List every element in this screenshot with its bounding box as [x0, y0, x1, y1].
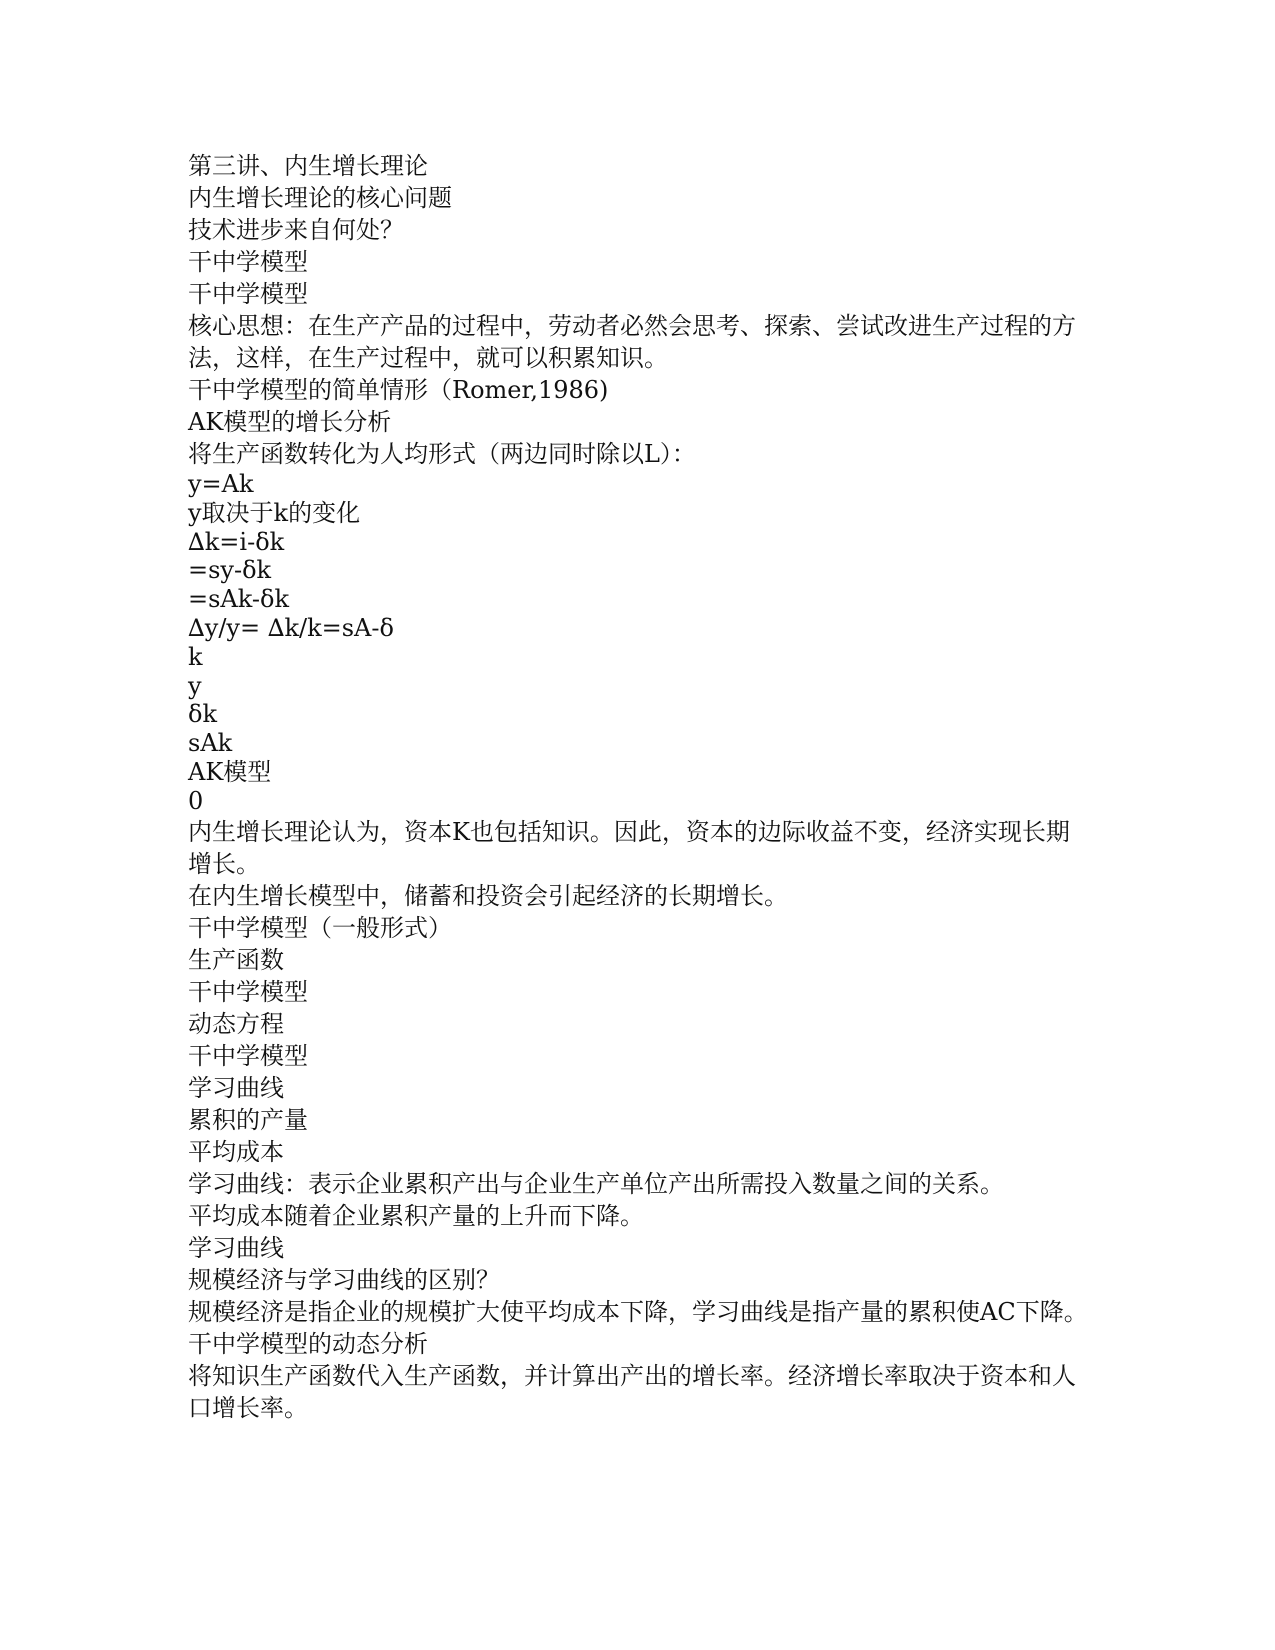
- section-heading: 内生增长理论的核心问题: [188, 184, 452, 212]
- section-heading: 干中学模型的简单情形（Romer,1986): [188, 376, 609, 404]
- question-line: 技术进步来自何处？: [188, 216, 404, 244]
- core-idea-paragraph: 核心思想：在生产产品的过程中，劳动者必然会思考、探索、尝试改进生产过程的方法，这样，在生产过程中，就可以积累知识。: [188, 312, 1076, 372]
- text-line: 平均成本: [188, 1137, 284, 1166]
- formula-line: =sy-δk: [188, 556, 272, 585]
- diagram-label: δk: [188, 700, 217, 729]
- text-line: 累积的产量: [188, 1105, 308, 1134]
- diagram-label: AK模型: [188, 757, 272, 786]
- diagram-label: y: [188, 671, 202, 700]
- section-heading: AK模型的增长分析: [188, 408, 392, 436]
- diagram-label: 0: [188, 786, 204, 815]
- text-paragraph: 内生增长理论认为，资本K也包括知识。因此，资本的边际收益不变，经济实现长期增长。: [188, 817, 1070, 878]
- text-line: 动态方程: [188, 1009, 284, 1038]
- section-heading: 学习曲线: [188, 1233, 284, 1262]
- diagram-label: k: [188, 642, 203, 671]
- text-line: 生产函数: [188, 945, 284, 974]
- section-heading: 干中学模型的动态分析: [188, 1329, 428, 1358]
- document-body: [188, 150, 1088, 1424]
- section-heading: 干中学模型: [188, 248, 308, 276]
- section-heading: 干中学模型: [188, 1041, 308, 1070]
- diagram-label: sAk: [188, 729, 233, 758]
- section-heading: 干中学模型: [188, 977, 308, 1006]
- text-line: 平均成本随着企业累积产量的上升而下降。: [188, 1201, 644, 1230]
- question-line: 规模经济与学习曲线的区别？: [188, 1265, 500, 1294]
- text-line: 学习曲线：表示企业累积产出与企业生产单位产出所需投入数量之间的关系。: [188, 1169, 1004, 1198]
- text-paragraph: 规模经济是指企业的规模扩大使平均成本下降，学习曲线是指产量的累积使AC下降。: [188, 1297, 1088, 1326]
- formula-line: =sAk-δk: [188, 585, 289, 614]
- formula-line: ∆k=i-δk: [188, 527, 285, 556]
- text-line: y取决于k的变化: [188, 498, 361, 527]
- text-line: 将生产函数转化为人均形式（两边同时除以L）：: [188, 440, 696, 468]
- formula-line: y=Ak: [188, 470, 254, 498]
- section-heading: 干中学模型: [188, 280, 308, 308]
- text-paragraph: 将知识生产函数代入生产函数，并计算出产出的增长率。经济增长率取决于资本和人口增长率。: [188, 1361, 1076, 1422]
- text-line: 在内生增长模型中，储蓄和投资会引起经济的长期增长。: [188, 881, 788, 910]
- section-heading: 干中学模型（一般形式）: [188, 913, 452, 942]
- lecture-title: 第三讲、内生增长理论: [188, 152, 428, 180]
- formula-line: ∆y/y= ∆k/k=sA-δ: [188, 613, 394, 642]
- text-line: 学习曲线: [188, 1073, 284, 1102]
